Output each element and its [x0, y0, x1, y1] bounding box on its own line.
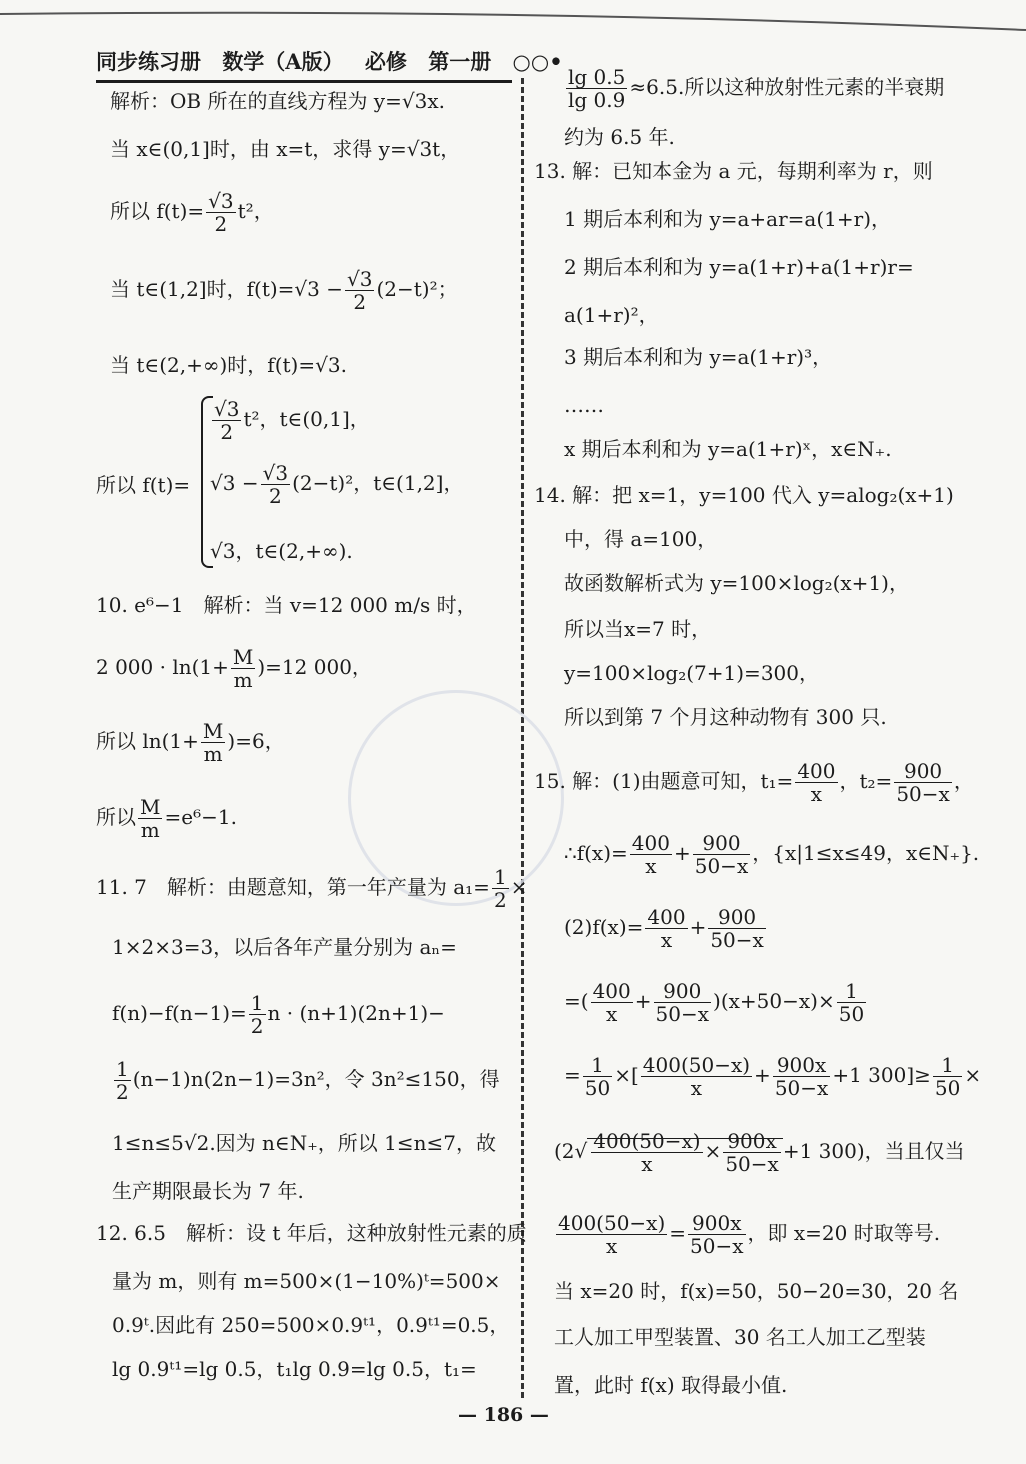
line: $\frac{1}{2}$ (n−1)n(2n−1)=3n²，令 3n²≤150，得	[116, 1057, 500, 1104]
line: = $\frac{1}{50}$ ×[ $\frac{400(50-x)}{x}$ + $\frac{900x}{50-x}$ +1 300]≥ $\frac{1}{50}$ ×	[564, 1053, 982, 1100]
line: 所以 ln(1+ $\frac{M}{m}$ )=6，	[96, 719, 285, 766]
line: 中，得 a=100，	[564, 527, 718, 551]
line: 10. e⁶−1 解析：当 v=12 000 m/s 时，	[96, 593, 477, 617]
line: ∴f(x)= $\frac{400}{x}$ + $\frac{900}{50-x}$ ，{x|1≤x≤49，x∈N₊}.	[564, 831, 980, 878]
line: x 期后本利和为 y=a(1+r)ˣ，x∈N₊.	[564, 437, 892, 461]
case-2: √3 − $\frac{√3}{2}$ (2−t)²，t∈(1,2]，	[210, 461, 464, 508]
line: 当 t∈(2,+∞)时，f(t)=√3.	[110, 353, 347, 377]
line: 14. 解：把 x=1，y=100 代入 y=alog₂(x+1)	[534, 483, 954, 507]
header-book: 同步练习册	[96, 49, 201, 74]
line: 置，此时 f(x) 取得最小值.	[554, 1373, 788, 1397]
line: $\frac{400(50-x)}{x}$ = $\frac{900x}{50-x}$ ，即 x=20 时取等号.	[558, 1211, 941, 1258]
header-volume: 必修	[364, 49, 407, 74]
line: $\frac{\lg 0.5}{\lg 0.9}$ ≈6.5.所以这种放射性元素的半衰期	[568, 65, 945, 112]
line: 1≤n≤5√2.因为 n∈N₊，所以 1≤n≤7，故	[112, 1131, 496, 1155]
line: y=100×log₂(7+1)=300，	[564, 661, 819, 685]
case-1: $\frac{√3}{2}$ t²，t∈(0,1]，	[214, 397, 370, 444]
case-3: √3，t∈(2,+∞).	[210, 539, 353, 563]
line: 所以 f(t)=	[96, 473, 191, 497]
line: (2)f(x)= $\frac{400}{x}$ + $\frac{900}{50-x}$	[564, 905, 764, 952]
header-subject: 数学（A版）	[222, 49, 344, 74]
line: f(n)−f(n−1)= $\frac{1}{2}$ n · (n+1)(2n+1)−	[112, 991, 445, 1038]
header-rule	[96, 80, 512, 83]
line: 12. 6.5 解析：设 t 年后，这种放射性元素的质	[96, 1221, 527, 1245]
line: 所以 f(t)= $\frac{√3}{2}$ t²，	[110, 189, 274, 236]
line: (2√ $\frac{400(50-x)}{x}$ × $\frac{900x}{50-x}$ +1 300)，当且仅当	[554, 1129, 965, 1176]
line: 故函数解析式为 y=100×log₂(x+1)，	[564, 571, 909, 595]
line: =( $\frac{400}{x}$ + $\frac{900}{50-x}$ )(x+50−x)× $\frac{1}{50}$	[564, 979, 865, 1026]
line: 当 x∈(0,1]时，由 x=t，求得 y=√3t，	[110, 137, 461, 161]
line: 0.9ᵗ.因此有 250=500×0.9ᵗ¹，0.9ᵗ¹=0.5，	[112, 1313, 510, 1337]
line: 量为 m，则有 m=500×(1−10%)ᵗ=500×	[112, 1269, 501, 1293]
running-header	[96, 46, 577, 76]
line: 2 000 · ln(1+ $\frac{M}{m}$ )=12 000，	[96, 645, 372, 692]
line: 所以到第 7 个月这种动物有 300 只.	[564, 705, 887, 729]
line: 13. 解：已知本金为 a 元，每期利率为 r，则	[534, 159, 933, 183]
piecewise-brace	[201, 396, 213, 568]
line: 所以 $\frac{M}{m}$ =e⁶−1.	[96, 795, 237, 842]
header-part: 第一册	[428, 49, 492, 74]
line: 11. 7 解析：由题意知，第一年产量为 a₁= $\frac{1}{2}$ ×	[96, 865, 528, 912]
line: 解析：OB 所在的直线方程为 y=√3x.	[110, 89, 445, 113]
line: 3 期后本利和为 y=a(1+r)³，	[564, 345, 833, 369]
header-marks: ○○•	[512, 49, 563, 74]
line: 1×2×3=3，以后各年产量分别为 aₙ=	[112, 935, 457, 959]
line: 15. 解：(1)由题意可知，t₁= $\frac{400}{x}$ ，t₂= $\frac{900}{50-x}$ ，	[534, 759, 974, 806]
line: ……	[564, 393, 604, 417]
line: 所以当x=7 时，	[564, 617, 712, 641]
line: 约为 6.5 年.	[564, 125, 675, 149]
line: 当 t∈(1,2]时，f(t)=√3 − $\frac{√3}{2}$ (2−t)²；	[110, 267, 458, 314]
line: a(1+r)²，	[564, 303, 659, 327]
line: 工人加工甲型装置、30 名工人加工乙型装	[554, 1325, 926, 1349]
line: 1 期后本利和为 y=a+ar=a(1+r)，	[564, 207, 891, 231]
line: 当 x=20 时，f(x)=50，50−20=30，20 名	[554, 1279, 959, 1303]
page-number: — 186 —	[458, 1404, 549, 1426]
line: 生产期限最长为 7 年.	[112, 1179, 304, 1203]
line: 2 期后本利和为 y=a(1+r)+a(1+r)r=	[564, 255, 914, 279]
line: lg 0.9ᵗ¹=lg 0.5，t₁lg 0.9=lg 0.5，t₁=	[112, 1357, 477, 1381]
